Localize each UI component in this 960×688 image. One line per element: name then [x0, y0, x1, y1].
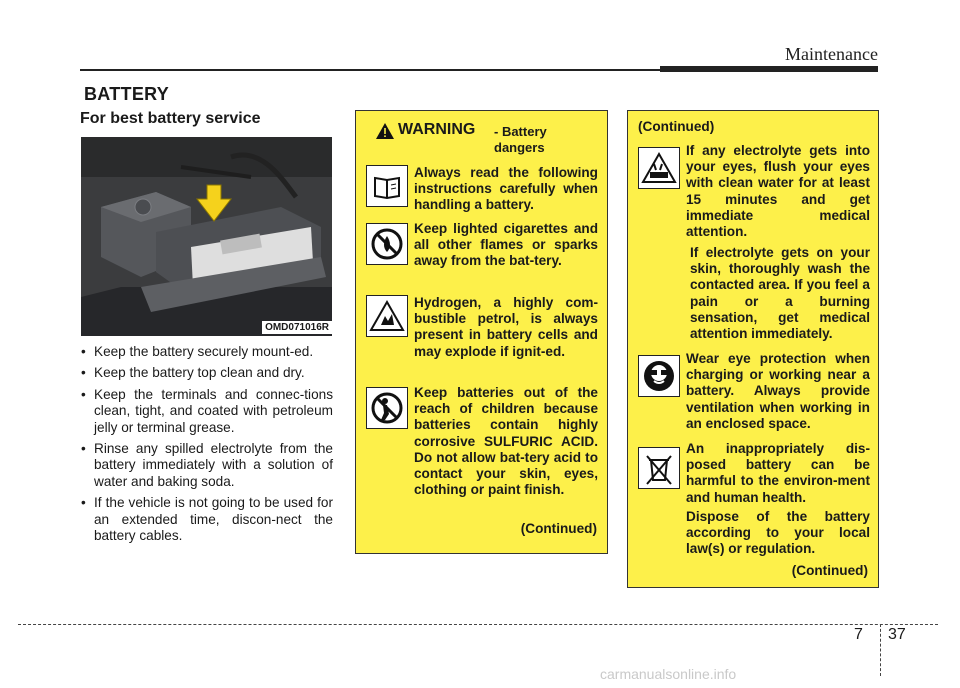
running-header: Maintenance [785, 44, 878, 64]
continued-heading: (Continued) [638, 119, 715, 134]
continued-label: (Continued) [520, 521, 597, 536]
footer-divider [880, 624, 881, 676]
page-number: 37 [888, 626, 906, 643]
keep-away-children-icon [366, 387, 408, 429]
sub-title: For best battery service [80, 110, 261, 127]
warning-text: Wear eye protection when charging or working near a battery. Always provide ventilation when working in an enclosed space. [686, 351, 870, 431]
warning-text: If electrolyte gets on your skin, thoroughly wash the contacted area. If you feel a pain or a burning sensation, get medical attention immediately. [690, 245, 870, 342]
list-item: • Keep the terminals and connec-tions clean, tight, and coated with petroleum jelly or terminal grease. [80, 387, 333, 436]
warning-text: Dispose of the battery according to your local law(s) or regulation. [686, 509, 870, 557]
warning-text: An inappropriately dis-posed battery can be harmful to the environ-ment and human health. [686, 441, 870, 505]
figure-code: OMD071016R [262, 321, 332, 334]
footer-rule [18, 624, 938, 625]
warning-triangle-icon [376, 123, 394, 139]
warning-text: Hydrogen, a highly com-bustible petrol, is always present in battery cells and may explode if ignit-ed. [414, 295, 598, 359]
battery-tips-list [80, 344, 333, 549]
watermark: carmanualsonline.info [600, 666, 737, 682]
list-item: • If the vehicle is not going to be used for an extended time, discon-nect the battery cables. [80, 495, 333, 544]
warning-text: If any electrolyte gets into your eyes, flush your eyes with clean water for at least 15 minutes and get immediate medical attention. [686, 143, 870, 240]
battery-photo-image [81, 137, 332, 336]
list-item: • Keep the battery securely mount-ed. [80, 344, 333, 360]
warning-text: Keep lighted cigarettes and all other flames or sparks away from the bat-tery. [414, 221, 598, 269]
no-flames-icon [366, 223, 408, 265]
list-item: • Rinse any spilled electrolyte from the battery immediately with a solution of water and baking soda. [80, 441, 333, 490]
crossed-bin-icon [638, 447, 680, 489]
section-title: BATTERY [84, 84, 170, 104]
explosion-icon [366, 295, 408, 337]
warning-subtitle: - Battery dangers [494, 124, 547, 155]
read-manual-icon [366, 165, 408, 207]
warning-word: WARNING [398, 121, 476, 138]
battery-photo [81, 137, 332, 336]
header-rule-accent [660, 66, 878, 72]
acid-corrosive-icon [638, 147, 680, 189]
warning-box [355, 110, 608, 554]
list-item: • Keep the battery top clean and dry. [80, 365, 333, 381]
continued-label: (Continued) [791, 563, 868, 578]
eye-protection-icon [638, 355, 680, 397]
warning-text: Always read the following instructions carefully when handling a battery. [414, 165, 598, 213]
chapter-number: 7 [854, 626, 863, 643]
continued-warning-box [627, 110, 879, 588]
warning-text: Keep batteries out of the reach of children because batteries contain highly corrosive SULFURIC ACID. Do not allow bat-tery acid to contact your skin, eyes, clothing or paint finish. [414, 385, 598, 498]
